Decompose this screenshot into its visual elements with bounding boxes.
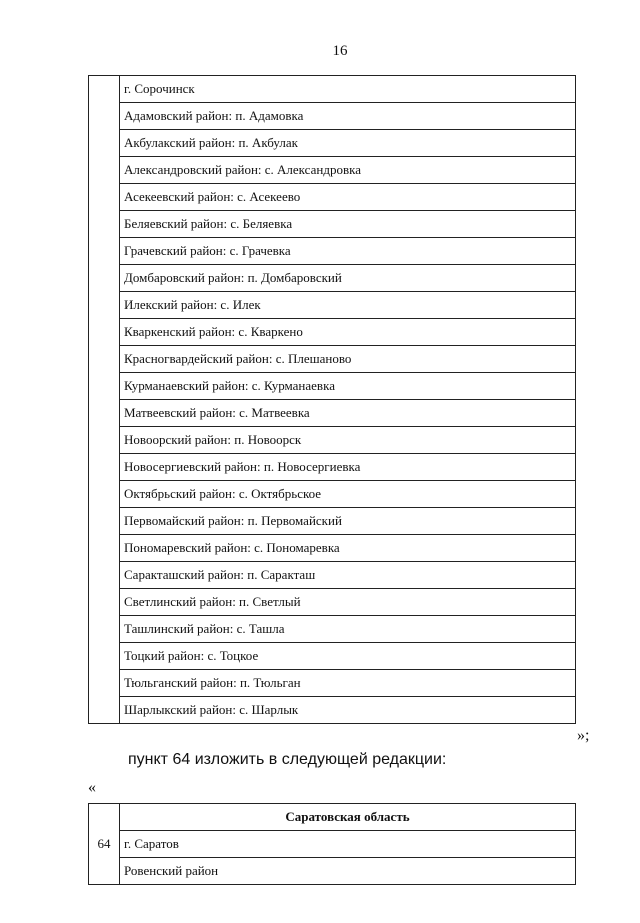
- settlement-cell: Матвеевский район: с. Матвеевка: [120, 400, 576, 427]
- table-row: [89, 831, 576, 858]
- table-row: [89, 508, 576, 535]
- settlement-cell: Первомайский район: п. Первомайский: [120, 508, 576, 535]
- page-number: 16: [332, 43, 348, 59]
- table-row: [89, 76, 576, 103]
- settlement-cell: Беляевский район: с. Беляевка: [120, 211, 576, 238]
- item-64-table: [88, 803, 576, 885]
- settlement-cell: Пономаревский район: с. Пономаревка: [120, 535, 576, 562]
- closing-quote: »;: [577, 727, 590, 744]
- settlement-cell: Тюльганский район: п. Тюльган: [120, 670, 576, 697]
- settlement-cell: Адамовский район: п. Адамовка: [120, 103, 576, 130]
- item-64-table-body: [89, 804, 576, 885]
- settlement-cell: Шарлыкский район: с. Шарлык: [120, 697, 576, 724]
- item-number: 64: [89, 804, 120, 885]
- table-row: [89, 238, 576, 265]
- table-row: [89, 643, 576, 670]
- settlement-cell: Курманаевский район: с. Курманаевка: [120, 373, 576, 400]
- opening-quote: «: [88, 779, 96, 796]
- settlements-table-body: [89, 76, 576, 724]
- table-row: [89, 157, 576, 184]
- table-row: [89, 589, 576, 616]
- table-row: [89, 670, 576, 697]
- table-row: [89, 454, 576, 481]
- table-row: [89, 697, 576, 724]
- table-row: [89, 427, 576, 454]
- table-row: [89, 184, 576, 211]
- table-row: [89, 562, 576, 589]
- settlement-cell: Акбулакский район: п. Акбулак: [120, 130, 576, 157]
- settlement-cell: Светлинский район: п. Светлый: [120, 589, 576, 616]
- table-row: [89, 265, 576, 292]
- settlement-cell: Красногвардейский район: с. Плешаново: [120, 346, 576, 373]
- table-row: [89, 858, 576, 885]
- settlement-cell: Илекский район: с. Илек: [120, 292, 576, 319]
- settlement-cell: Ровенский район: [120, 858, 576, 885]
- settlement-cell: Ташлинский район: с. Ташла: [120, 616, 576, 643]
- settlement-cell: г. Саратов: [120, 831, 576, 858]
- table-row: [89, 103, 576, 130]
- table-row: [89, 130, 576, 157]
- settlement-cell: г. Сорочинск: [120, 76, 576, 103]
- table-row: [89, 481, 576, 508]
- settlements-table: [88, 75, 576, 724]
- settlement-cell: Домбаровский район: п. Домбаровский: [120, 265, 576, 292]
- table-row: [89, 319, 576, 346]
- table-row: [89, 211, 576, 238]
- settlement-cell: Асекеевский район: с. Асекеево: [120, 184, 576, 211]
- table-row: [89, 373, 576, 400]
- table-row: [89, 346, 576, 373]
- settlement-cell: Саракташский район: п. Саракташ: [120, 562, 576, 589]
- table-row: [89, 616, 576, 643]
- table-row: [89, 400, 576, 427]
- item-64-header-row: [89, 804, 576, 831]
- amendment-instruction: пункт 64 изложить в следующей редакции:: [128, 751, 447, 768]
- settlement-cell: Грачевский район: с. Грачевка: [120, 238, 576, 265]
- settlement-cell: Новосергиевский район: п. Новосергиевка: [120, 454, 576, 481]
- settlement-cell: Кваркенский район: с. Кваркено: [120, 319, 576, 346]
- region-header: Саратовская область: [120, 804, 576, 831]
- settlement-cell: Новоорский район: п. Новоорск: [120, 427, 576, 454]
- table-row: [89, 535, 576, 562]
- settlement-cell: Октябрьский район: с. Октябрьское: [120, 481, 576, 508]
- number-cell: [89, 76, 120, 724]
- settlement-cell: Тоцкий район: с. Тоцкое: [120, 643, 576, 670]
- table-row: [89, 292, 576, 319]
- settlement-cell: Александровский район: с. Александровка: [120, 157, 576, 184]
